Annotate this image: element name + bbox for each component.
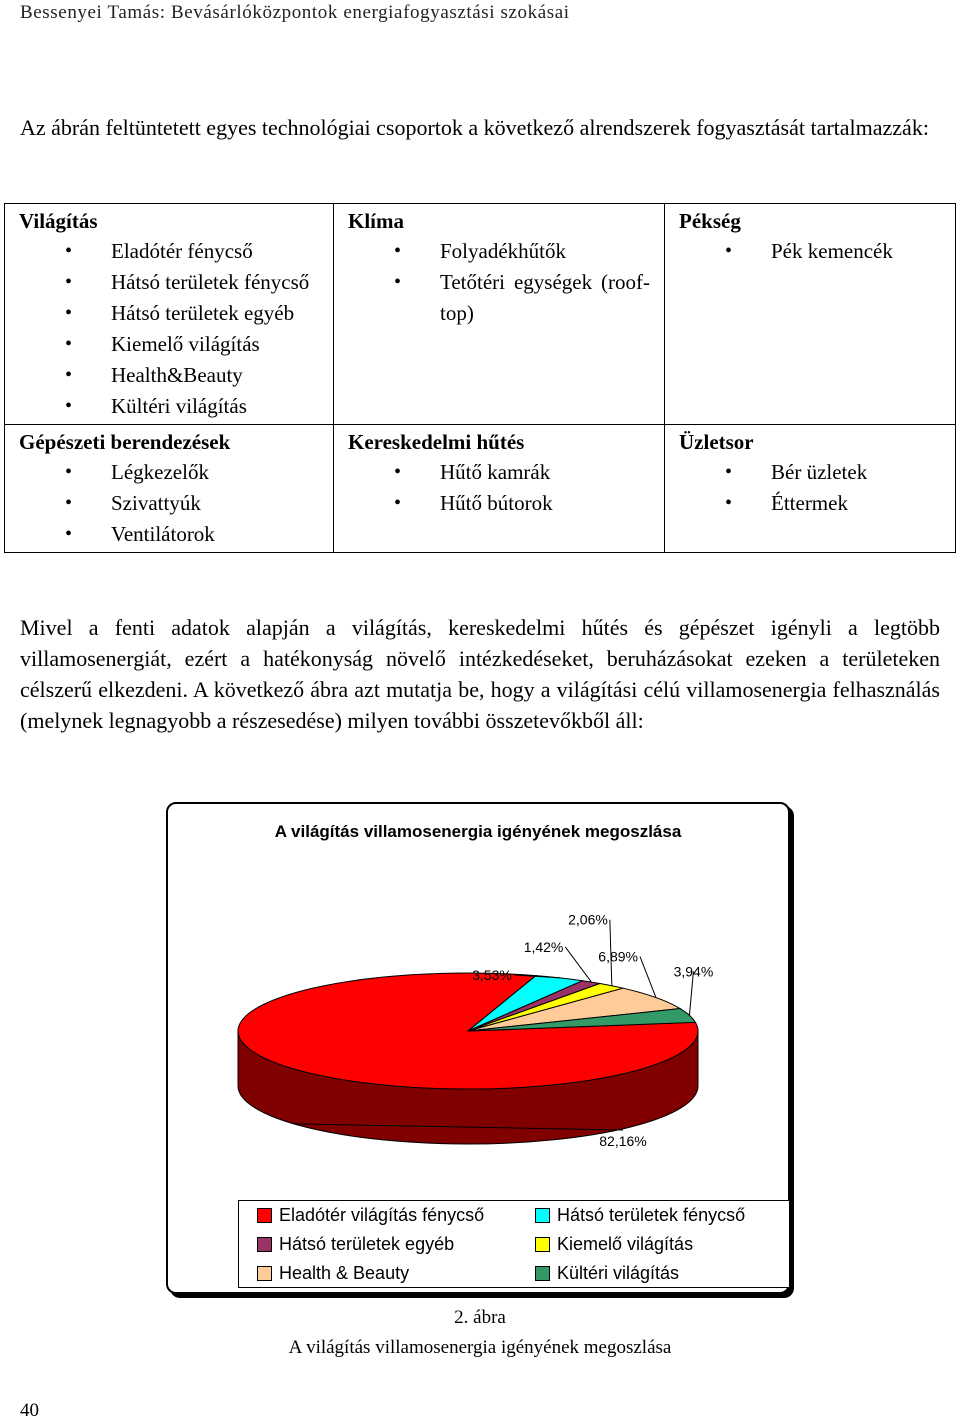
group-title: Kereskedelmi hűtés xyxy=(348,430,525,454)
group-title: Pékség xyxy=(679,209,741,233)
pie-chart-frame xyxy=(166,802,790,1294)
list-item: • Hátsó területek egyéb xyxy=(5,298,333,329)
running-header: Bessenyei Tamás: Bevásárlóközpontok energiafogyasztási szokásai xyxy=(20,2,570,23)
legend-item xyxy=(257,1232,454,1256)
data-label: 3,53% xyxy=(472,966,512,983)
group-title: Gépészeti berendezések xyxy=(19,430,231,454)
group-title: Klíma xyxy=(348,209,404,233)
list-item: • Health&Beauty xyxy=(5,360,333,391)
legend-swatch xyxy=(535,1266,550,1281)
list-item: • Bér üzletek xyxy=(665,457,955,488)
legend-swatch xyxy=(257,1266,272,1281)
legend-item xyxy=(535,1232,693,1256)
legend-swatch xyxy=(257,1237,272,1252)
list-item: • Éttermek xyxy=(665,488,955,519)
data-label: 82,16% xyxy=(599,1133,647,1149)
data-label: 6,89% xyxy=(598,948,638,965)
figure-caption: A világítás villamosenergia igényének megoszlása xyxy=(288,1337,672,1358)
body-paragraph: Mivel a fenti adatok alapján a világítás, kereskedelmi hűtés és gépészet igényli a legtöbb villamosenergiát, ezért a hatékonyság növelő intézkedéseket, beruházásokat ezeken a területeken célszerű elkezdeni. A következő ábra azt mutatja be, hogy a világítási célú villamosenergia felhasználás (melynek legnagyobb a részesedése) milyen további összetevőkből áll: xyxy=(20,615,940,733)
leader-line xyxy=(640,957,656,998)
legend-label: Hátsó területek fénycső xyxy=(557,1205,746,1225)
list-item: • Hűtő bútorok xyxy=(334,488,664,519)
data-label: 2,06% xyxy=(568,911,608,928)
group-title: Világítás xyxy=(19,209,98,233)
legend-item xyxy=(535,1261,679,1285)
group-pekseg xyxy=(665,204,956,425)
list-item: • Pék kemencék xyxy=(665,236,955,267)
legend-label: Health & Beauty xyxy=(279,1263,410,1283)
data-label: 3,94% xyxy=(673,963,714,980)
data-label: 1,42% xyxy=(523,939,564,956)
legend-item xyxy=(257,1261,409,1285)
legend-item xyxy=(535,1203,745,1227)
chart-legend xyxy=(238,1200,790,1288)
group-gepeszeti xyxy=(5,425,334,553)
list-item: • Folyadékhűtők xyxy=(334,236,664,267)
legend-label: Hátsó területek egyéb xyxy=(279,1234,455,1254)
list-item: • Tetőtéri egységek (roof-top) xyxy=(334,267,664,329)
legend-item xyxy=(257,1203,484,1227)
legend-swatch xyxy=(535,1208,550,1223)
chart-title: A világítás villamosenergia igényének megoszlása xyxy=(274,822,682,841)
group-klima xyxy=(334,204,665,425)
figure-number: 2. ábra xyxy=(454,1307,506,1328)
list-item: • Kiemelő világítás xyxy=(5,329,333,360)
group-uzletsor xyxy=(665,425,956,553)
list-item: • Eladótér fénycső xyxy=(5,236,333,267)
group-kereskedelmi-hutes xyxy=(334,425,665,553)
leader-line xyxy=(565,947,591,982)
list-item: • Ventilátorok xyxy=(5,519,333,550)
group-vilagitas xyxy=(5,204,334,425)
intro-paragraph: Az ábrán feltüntetett egyes technológiai csoportok a következő alrendszerek fogyasztását tartalmazzák: xyxy=(20,115,929,140)
list-item: • Hátsó területek fénycső xyxy=(5,267,333,298)
pie-chart xyxy=(168,804,788,1196)
list-item: • Kültéri világítás xyxy=(5,391,333,422)
legend-label: Eladótér világítás fénycső xyxy=(279,1205,485,1225)
list-item: • Szivattyúk xyxy=(5,488,333,519)
legend-label: Kültéri világítás xyxy=(557,1263,680,1283)
group-title: Üzletsor xyxy=(679,430,754,454)
list-item: • Légkezelők xyxy=(5,457,333,488)
legend-label: Kiemelő világítás xyxy=(557,1234,694,1254)
list-item: • Hűtő kamrák xyxy=(334,457,664,488)
technology-groups-table xyxy=(4,203,956,553)
legend-swatch xyxy=(535,1237,550,1252)
legend-swatch xyxy=(257,1208,272,1223)
page-number: 40 xyxy=(20,1400,39,1421)
